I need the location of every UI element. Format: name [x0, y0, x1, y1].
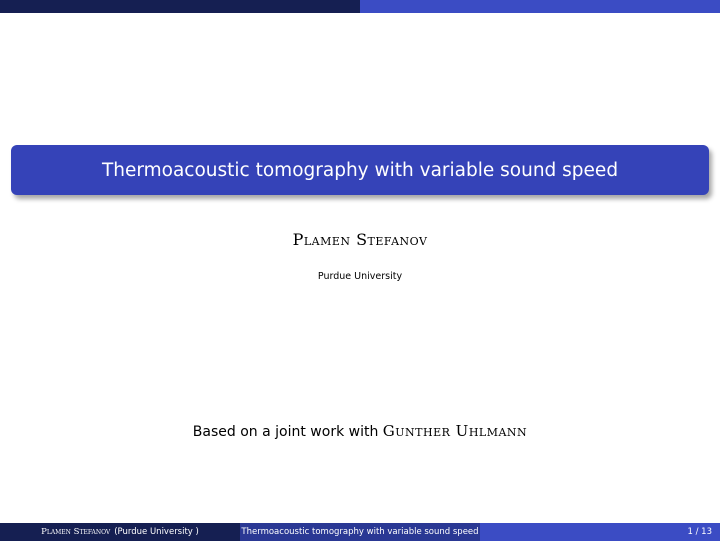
page-number: 1 / 13 [687, 527, 712, 537]
top-bar-left [0, 0, 360, 13]
title-box [11, 145, 709, 195]
joint-work-line [0, 422, 720, 440]
author-name: Plamen Stefanov [292, 230, 428, 249]
institute-name: Purdue University [317, 271, 403, 282]
footer-title-section [240, 523, 480, 541]
top-bar [0, 0, 720, 13]
footer-bar [0, 523, 720, 541]
footer-author: Plamen Stefanov [41, 527, 111, 537]
joint-work-name: Gunther Uhlmann [382, 422, 528, 440]
joint-work-prefix: Based on a joint work with [192, 424, 379, 440]
footer-institute: (Purdue University ) [114, 527, 199, 537]
footer-author-section [0, 523, 240, 541]
footer-page-section [480, 523, 720, 541]
top-bar-right [360, 0, 720, 13]
slide-title: Thermoacoustic tomography with variable sound speed [101, 159, 619, 181]
footer-title: Thermoacoustic tomography with variable sound speed [241, 527, 479, 537]
